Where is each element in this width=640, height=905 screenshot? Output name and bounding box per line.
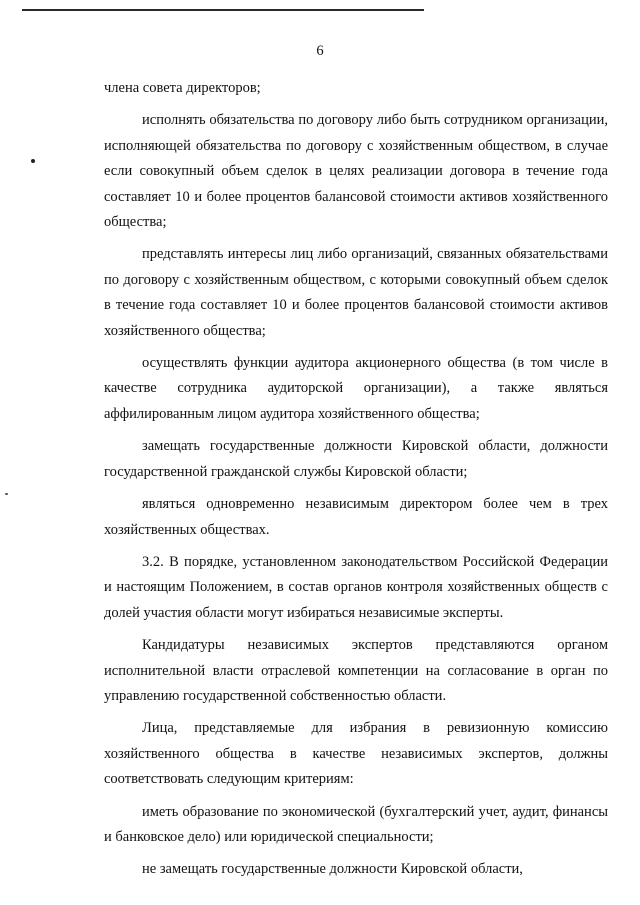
paragraph: исполнять обязательства по договору либо быть сотрудником организации, исполняющей обязательства по договору с хозяйственным обществом, в случае если совокупный объем сделок в целях реализации договора в течение года составляет 10 и более процентов балансовой стоимости активов хозяйственного общества; — [104, 112, 608, 231]
paragraph: осуществлять функции аудитора акционерного общества (в том числе в качестве сотрудника аудиторской организации), а также являться аффилированным лицом аудитора хозяйственного общества; — [104, 355, 608, 422]
paragraph: замещать государственные должности Кировской области, должности государственной гражданской службы Кировской области; — [104, 438, 608, 480]
paragraph: являться одновременно независимым директором более чем в трех хозяйственных обществах. — [104, 496, 608, 538]
top-rule — [22, 9, 424, 11]
margin-mark — [5, 493, 8, 495]
paragraph: иметь образование по экономической (бухгалтерский учет, аудит, финансы и банковское дело) или юридической специальности; — [104, 803, 608, 845]
paragraph: Лица, представляемые для избрания в ревизионную комиссию хозяйственного общества в качестве независимых экспертов, должны соответствовать следующим критериям: — [104, 720, 608, 788]
paragraph: Кандидатуры независимых экспертов представляются органом исполнительной власти отраслевой компетенции на согласование в орган по управлению государственной собственностью области. — [104, 637, 608, 704]
paragraph: члена совета директоров; — [104, 80, 261, 96]
paragraph: представлять интересы лиц либо организаций, связанных обязательствами по договору с хозяйственным обществом, с которыми совокупный объем сделок в течение года составляет 10 и более процентов балансовой стоимости активов хозяйственного общества; — [104, 246, 608, 339]
document-body — [104, 76, 608, 890]
section-paragraph: 3.2. В порядке, установленном законодательством Российской Федерации и настоящим Положением, в состав органов контроля хозяйственных обществ с долей участия области могут избираться независимые эксперты. — [104, 553, 608, 621]
paragraph: не замещать государственные должности Кировской области, — [142, 861, 523, 878]
page-number: 6 — [316, 43, 324, 59]
margin-dot — [31, 159, 35, 163]
